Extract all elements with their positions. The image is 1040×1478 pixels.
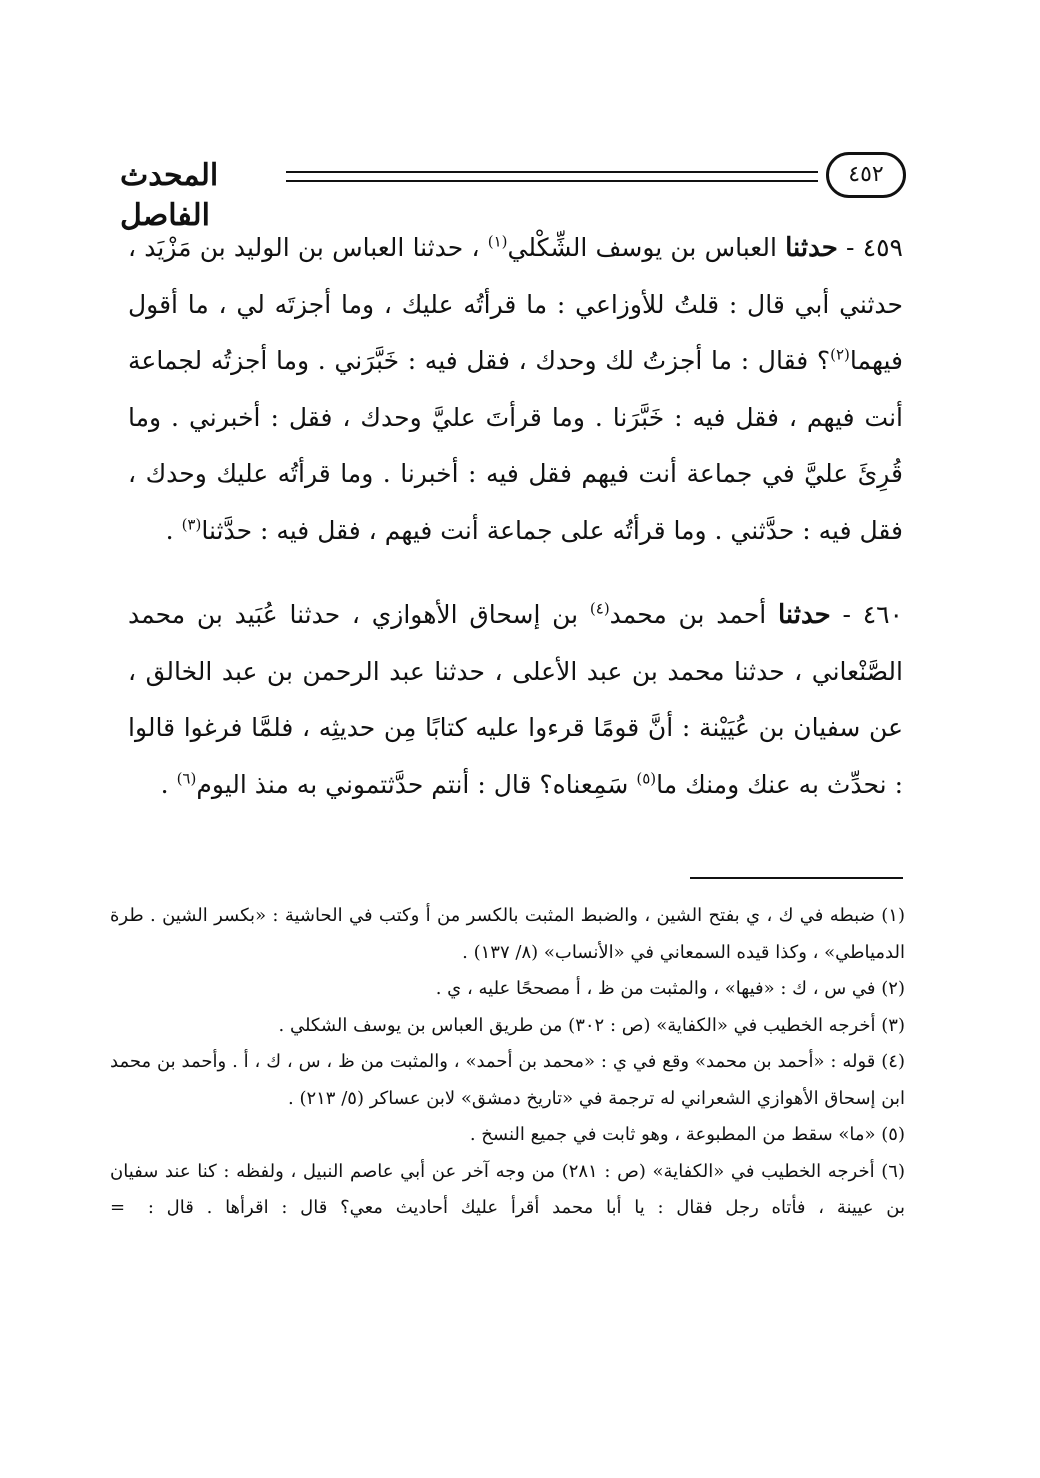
footnote-ref: (٢) xyxy=(830,345,850,364)
hadith-lead: حدثنا xyxy=(778,600,831,630)
hadith-text: بن إسحاق الأهوازي ، حدثنا عُبَيد بن محمد الصَّنْعاني ، حدثنا محمد بن عبد الأعلى ، حدثنا عبد الرحمن بن عبد الخالق ، عن سفيان بن عُيَيْنة : أنَّ قومًا قرءوا عليه كتابًا مِن حديثِه ، فلمَّا فرغوا قالوا : نحدِّث به عنك ومنك ما xyxy=(128,600,903,799)
footnote-ref: (٣) xyxy=(181,515,202,534)
footnotes xyxy=(110,898,905,1227)
hadith-text: العباس بن يوسف الشِّكْلي xyxy=(507,233,777,262)
footnote-number: (٢) xyxy=(881,978,905,999)
running-title: المحدث الفاصل xyxy=(120,158,219,233)
footnote-text: في س ، ك : «فيها» ، والمثبت من ظ ، أ مصححًا عليه ، ي . xyxy=(435,978,876,999)
footnote-text: ضبطه في ك ، ي بفتح الشين ، والضبط المثبت بالكسر من أ وكتب في الحاشية : «بكسر الشين . طرة الدمياطي» ، وكذا قيده السمعاني في «الأنساب» (٨/ ١٣٧) . xyxy=(110,905,905,963)
footnote-number: (٤) xyxy=(881,1051,905,1072)
footnote-2 xyxy=(110,971,905,1008)
hadith-number: ٤٦٠ - xyxy=(842,600,903,629)
continuation-mark: = xyxy=(110,1197,126,1218)
footnote-1 xyxy=(110,898,905,971)
hadith-460 xyxy=(128,587,903,813)
footnote-6 xyxy=(110,1154,905,1227)
page-number: ٤٥٢ xyxy=(826,152,906,198)
hadith-text: . xyxy=(160,769,169,799)
hadith-number: ٤٥٩ - xyxy=(846,233,903,262)
hadith-text: . xyxy=(165,515,174,545)
footnote-number: (٣) xyxy=(881,1014,905,1036)
header-double-rule xyxy=(286,171,818,182)
hadith-lead: حدثنا xyxy=(785,233,838,263)
hadith-459 xyxy=(128,220,903,559)
hadith-text: سَمِعناه؟ قال : أنتم حدَّثتموني به منذ اليوم xyxy=(196,769,629,799)
footnote-5 xyxy=(110,1117,905,1154)
footnote-3 xyxy=(110,1008,905,1045)
footnote-text: أخرجه الخطيب في «الكفاية» (ص : ٢٨١) من وجه آخر عن أبي عاصم النبيل ، ولفظه : كنا عند سفيان بن عيينة ، فأتاه رجل فقال : يا أبا محمد أقرأ عليك أحاديث معي؟ قال : اقرأها . قال : xyxy=(110,1160,905,1218)
footnote-text: «ما» سقط من المطبوعة ، وهو ثابت في جميع النسخ . xyxy=(469,1124,876,1145)
footnote-number: (١) xyxy=(881,905,905,926)
footnote-ref: (٦) xyxy=(176,769,197,788)
footnote-separator xyxy=(690,877,903,879)
hadith-text: ، حدثنا العباس بن الوليد بن مَزْيَد ، حدثني أبي قال : قلتُ للأوزاعي : ما قرأتُه عليك ، وما أجزتَه لي ، ما أقول فيهما xyxy=(128,233,903,375)
footnote-ref: (٥) xyxy=(636,769,657,788)
hadith-text: أحمد بن محمد xyxy=(609,600,767,629)
footnote-number: (٦) xyxy=(881,1160,905,1182)
footnote-ref: (١) xyxy=(487,232,508,251)
footnote-text: قوله : «أحمد بن محمد» وقع في ي : «محمد بن أحمد» ، والمثبت من ظ ، س ، ك ، أ . وأحمد بن محمد ابن إسحاق الأهوازي الشعراني له ترجمة في «تاريخ دمشق» لابن عساكر (٥/ ٢١٣) . xyxy=(110,1051,905,1109)
footnote-4 xyxy=(110,1044,905,1117)
hadith-text: ؟ فقال : ما أجزتُ لك وحدك ، فقل فيه : خَبَّرَني . وما أجزتُه لجماعة أنت فيهم ، فقل فيه : خَبَّرَنا . وما قرأتَ عليَّ وحدك ، فقل : أخبرني . وما قُرِئَ عليَّ في جماعة أنت فيهم فقل فيه : أخبرنا . وما قرأتُه عليك وحدك ، فقل فيه : حدَّثني . وما قرأتُه على جماعة أنت فيهم ، فقل فيه : حدَّثنا xyxy=(128,346,903,545)
footnote-text: أخرجه الخطيب في «الكفاية» (ص : ٣٠٢) من طريق العباس بن يوسف الشكلي . xyxy=(278,1014,876,1036)
footnote-number: (٥) xyxy=(881,1124,905,1145)
footnote-ref: (٤) xyxy=(589,599,610,618)
